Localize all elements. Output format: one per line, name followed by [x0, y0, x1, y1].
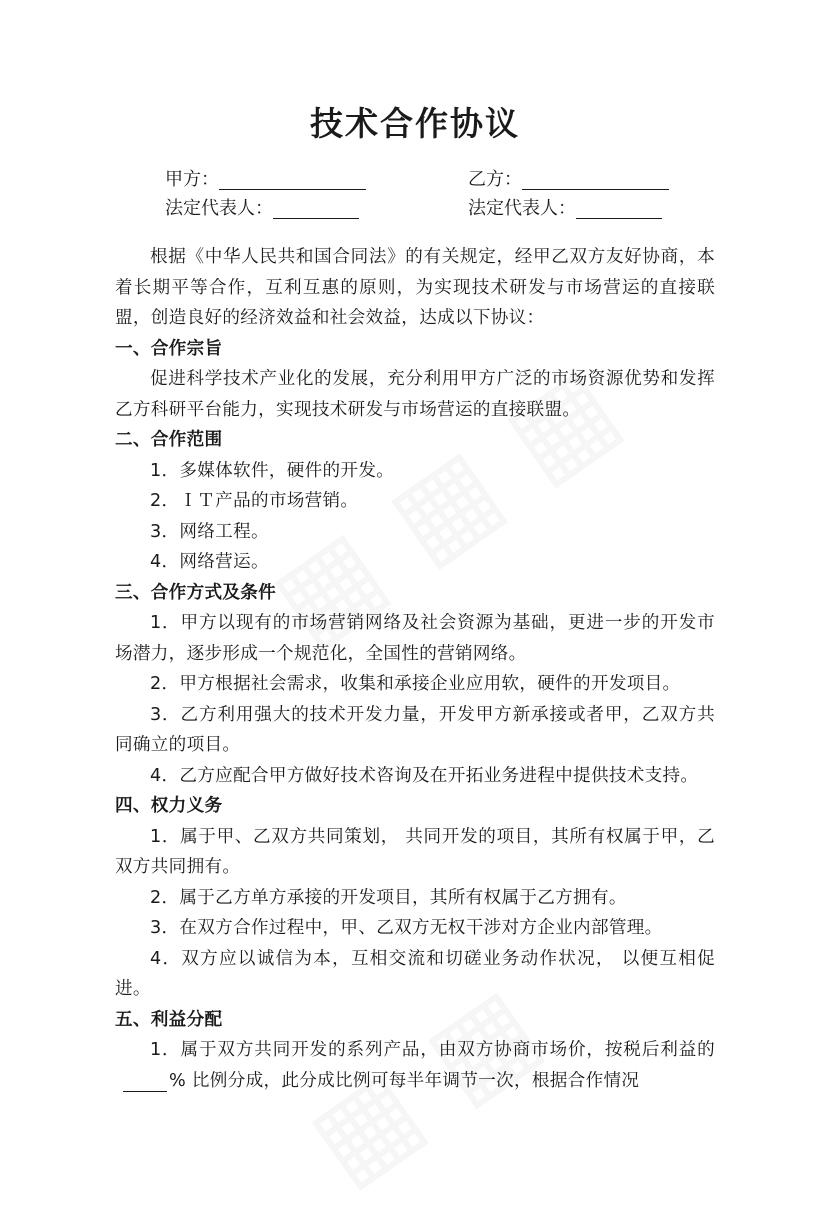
section-paragraph: 2．ＩＴ产品的市场营销。: [150, 491, 359, 511]
section-paragraph: 2．甲方根据社会需求，收集和承接企业应用软，硬件的开发项目。: [150, 674, 681, 694]
section-paragraph: [115, 1035, 715, 1096]
section-paragraph: 4．网络营运。: [150, 552, 269, 572]
profit-percent-blank[interactable]: [123, 1071, 167, 1092]
section-heading: 四、权力义务: [115, 796, 223, 816]
party-a-field: [165, 166, 366, 194]
section-heading: 三、合作方式及条件: [115, 582, 277, 603]
preamble: 根据《中华人民共和国合同法》的有关规定，经甲乙双方友好协商，本着长期平等合作，互利互惠的原则，为实现技术研发与市场营运的直接联盟，创造良好的经济效益和社会效益，达成以下协议：: [115, 247, 715, 328]
section-heading: 一、合作宗旨: [115, 338, 223, 359]
section-paragraph: 3．网络工程。: [150, 521, 269, 542]
section-paragraph: 4．双方应以诚信为本，互相交流和切磋业务动作状况， 以便互相促进。: [115, 948, 715, 999]
rep-b-blank[interactable]: [576, 196, 662, 219]
party-b-blank[interactable]: [522, 167, 669, 190]
section-paragraph: 3．在双方合作过程中，甲、乙双方无权干涉对方企业内部管理。: [150, 918, 663, 938]
section-paragraph: 3．乙方利用强大的技术开发力量，开发甲方新承接或者甲，乙双方共同确立的项目。: [115, 704, 715, 755]
section-paragraph: 促进科学技术产业化的发展，充分利用甲方广泛的市场资源优势和发挥乙方科研平台能力，实现技术研发与市场营运的直接联盟。: [115, 369, 715, 420]
party-a-blank[interactable]: [219, 167, 366, 190]
party-b-field: [468, 166, 669, 194]
section-heading: 二、合作范围: [115, 430, 223, 450]
section-paragraph: 1．甲方以现有的市场营销网络及社会资源为基础，更进一步的开发市场潜力，逐步形成一个规范化，全国性的营销网络。: [115, 613, 715, 664]
profit-text-before: 1．属于双方共同开发的系列产品，由双方协商市场价，按税后利益的: [150, 1040, 715, 1060]
rep-a-label: 法定代表人：: [165, 198, 273, 219]
section-paragraph: 1．多媒体软件，硬件的开发。: [150, 460, 395, 481]
party-b-label: 乙方：: [468, 169, 522, 190]
document-body: [115, 242, 715, 1096]
party-a-label: 甲方：: [165, 169, 219, 190]
rep-a-blank[interactable]: [273, 196, 359, 219]
section-paragraph: 2．属于乙方单方承接的开发项目，其所有权属于乙方拥有。: [150, 887, 627, 908]
document-title: 技术合作协议: [310, 104, 520, 143]
section-heading: 五、利益分配: [115, 1009, 223, 1030]
profit-text-after: % 比例分成，此分成比例可每半年调节一次，根据合作情况: [169, 1070, 640, 1091]
rep-a-field: [165, 195, 359, 223]
section-paragraph: 1．属于甲、乙双方共同策划， 共同开发的项目，其所有权属于甲，乙双方共同拥有。: [115, 826, 715, 877]
rep-b-label: 法定代表人：: [468, 198, 576, 219]
rep-b-field: [468, 195, 662, 223]
section-paragraph: 4．乙方应配合甲方做好技术咨询及在开拓业务进程中提供技术支持。: [150, 765, 699, 786]
